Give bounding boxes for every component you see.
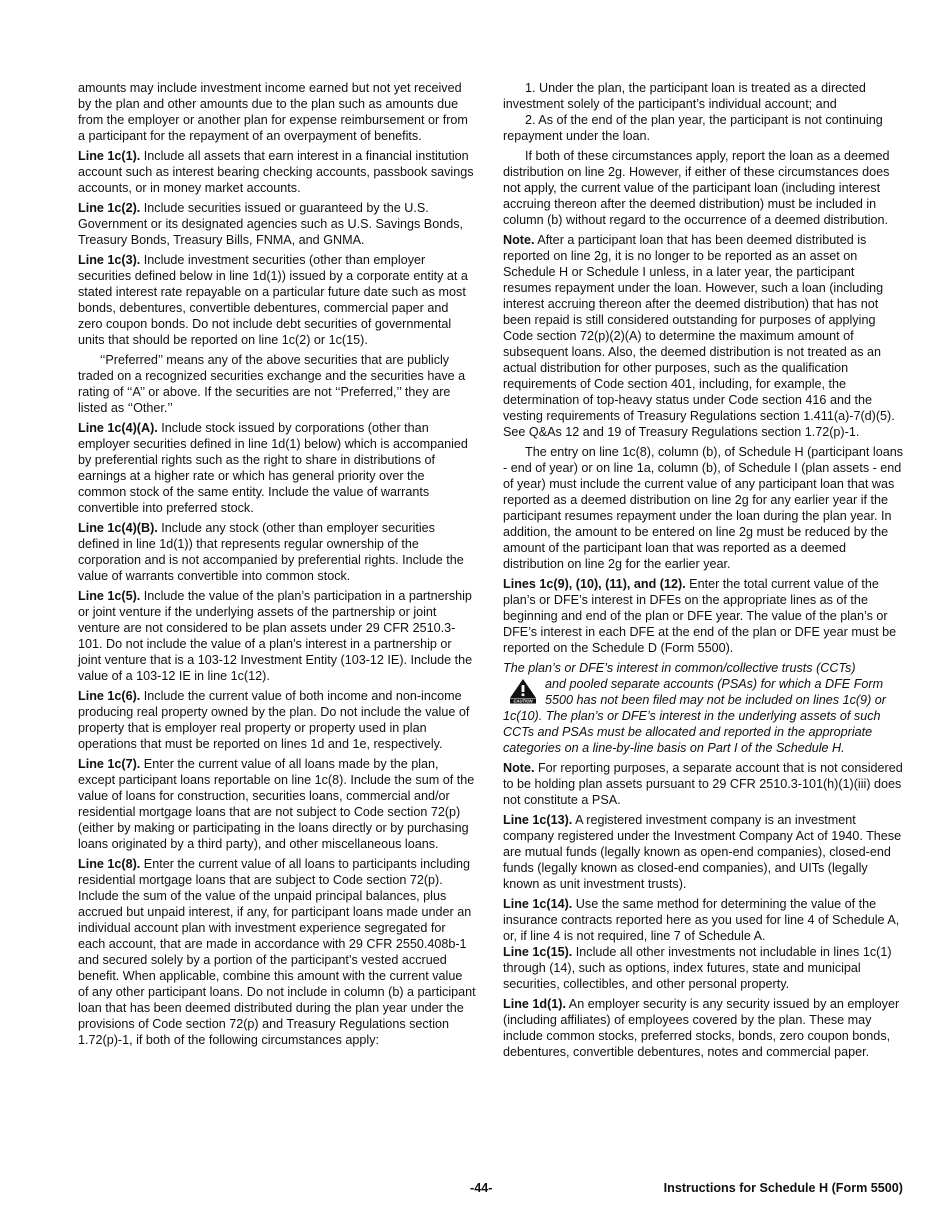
paragraph-line-1c2 — [78, 200, 476, 248]
caution-icon-label: CAUTION — [513, 698, 533, 704]
line-1c15-heading: Line 1c(15). — [503, 945, 573, 959]
lines-1c9-12-text: Enter the total current value of the plan’s or DFE’s interest in DFEs on the appropriate lines as of the beginning and end of the plan or DFE year. The value of the plan’s or DFE’s interest in each DFE at the end of the plan or DFE year must be reported on the Schedule D (Form 5500). — [503, 577, 897, 655]
line-1c4a-text: Include stock issued by corporations (other than employer securities defined in line 1d(1) below) which is accompanied by preferential rights such as the right to share in distributions of earnings at a higher rate or which has general priority over the common stock of the same entity. Include the value of warrants convertible into preferred stock. — [78, 421, 468, 515]
caution-block — [503, 660, 903, 756]
lines-1c9-12-heading: Lines 1c(9), (10), (11), and (12). — [503, 577, 686, 591]
paragraph-assets-continued: amounts may include investment income earned but not yet received by the plan and other amounts due to the plan such as amounts due from the employer or another plan for expense reimbursement or from a participant for the repayment of an overpayment of benefits. — [78, 81, 468, 143]
caution-warning-icon — [509, 678, 537, 704]
line-1c13-text: A registered investment company is an investment company registered under the Investment Company Act of 1940. These are mutual funds (legally known as open-end companies), closed-end funds (legally known as closed-end companies), and UITs (legally known as unit investment trusts). — [503, 813, 902, 891]
paragraph-condition-2: 2. As of the end of the plan year, the participant is not continuing repayment under the loan. — [503, 113, 883, 143]
line-1d1-heading: Line 1d(1). — [503, 997, 566, 1011]
paragraph-line-1c5 — [78, 588, 476, 684]
paragraph-lines-1c9-12 — [503, 576, 903, 656]
caution-first-line: The plan’s or DFE’s interest in common/collective trusts (CCTs) — [503, 661, 856, 675]
line-1c4b-heading: Line 1c(4)(B). — [78, 521, 158, 535]
caution-text: and pooled separate accounts (PSAs) for which a DFE Form 5500 has not been filed may not be included on lines 1c(9) or 1c(10). The plan’s or DFE’s interest in the underlying assets of such CCTs and PSAs must be allocated and reported in the appropriate categories on a line-by-line basis on Part I of the Schedule H. — [503, 677, 886, 755]
paragraph-line-1d1 — [503, 996, 903, 1060]
line-1c2-heading: Line 1c(2). — [78, 201, 141, 215]
left-column — [78, 80, 476, 1052]
paragraph-line-1c15 — [503, 944, 903, 992]
note-psa-text: For reporting purposes, a separate account that is not considered to be holding plan assets pursuant to 29 CFR 2510.3-101(h)(1)(iii) does not constitute a PSA. — [503, 761, 903, 807]
paragraph-line-1c6 — [78, 688, 476, 752]
line-1c6-text: Include the current value of both income and non-income producing real property owned by the plan. Do not include the value of property that is employer real property or property used in plan operations that must be reported on lines 1d and 1e, respectively. — [78, 689, 470, 751]
line-1c14-heading: Line 1c(14). — [503, 897, 573, 911]
line-1c7-heading: Line 1c(7). — [78, 757, 141, 771]
paragraph-line-1c7 — [78, 756, 476, 852]
line-1d1-text: An employer security is any security issued by an employer (including affiliates) of employees covered by the plan. These may include common stocks, preferred stocks, bonds, zero coupon bonds, debentures, convertible debentures, notes and commercial paper. — [503, 997, 900, 1059]
line-1c7-text: Enter the current value of all loans made by the plan, except participant loans reportable on line 1c(8). Include the sum of the value of loans for construction, securities loans, commercial and/or residential mortgage loans that are not subject to Code section 72(p) (either by making or participating in the loans directly or by purchasing loans originated by a third party), and other miscellaneous loans. — [78, 757, 475, 851]
line-1c6-heading: Line 1c(6). — [78, 689, 141, 703]
paragraph-both-circumstances: If both of these circumstances apply, report the loan as a deemed distribution on line 2g. However, if either of these circumstances does not apply, the current value of the participant loan (including interest accruing thereon after the deemed distribution) must be included in column (b) without regard to the occurrence of a deemed distribution. — [503, 149, 890, 227]
line-1c1-text: Include all assets that earn interest in a financial institution account such as interest bearing checking accounts, passbook savings accounts, or in money market accounts. — [78, 149, 474, 195]
right-column — [503, 80, 903, 1064]
paragraph-condition-1: 1. Under the plan, the participant loan is treated as a directed investment solely of the participant’s individual account; and — [503, 81, 866, 111]
paragraph-entry-line-1c8: The entry on line 1c(8), column (b), of Schedule H (participant loans - end of year) or on line 1a, column (b), of Schedule I (plan assets - end of year) must include the current value of any participant loan that was reported as a deemed distribution on line 2g for any earlier year if the participant resumes repayment under the loan during the plan year. In addition, the amount to be entered on line 2g must be reduced by the amount of the participant loan that was reported as a deemed distribution on line 2g for the earlier year. — [503, 445, 903, 571]
line-1c3-text: Include investment securities (other than employer securities defined below in line 1d(1)) issued by a corporate entity at a stated interest rate repayable on a particular future date such as most bonds, debentures, convertible debentures, commercial paper and zero coupon bonds. Do not include debt securities of governmental units that should be reported on line 1c(2) or 1c(15). — [78, 253, 468, 347]
paragraph-line-1c8 — [78, 856, 476, 1048]
line-1c8-text: Enter the current value of all loans to participants including residential mortgage loans that are subject to Code section 72(p). Include the sum of the value of the unpaid principal balances, plus accrued but unpaid interest, if any, for participant loans made under an individual account plan with investment experience segregated for each account, that are made in accordance with 29 CFR 2550.408b-1 and secured solely by a portion of the participant’s vested accrued benefit. When applicable, combine this amount with the current value of any other participant loans. Do not include in column (b) a participant loan that has been deemed distributed during the plan year under the provisions of Code section 72(p) and Treasury Regulations section 1.72(p)-1, if both of the following circumstances apply: — [78, 857, 476, 1047]
line-1c14-text: Use the same method for determining the value of the insurance contracts reported here as you used for line 4 of Schedule A, or, if line 4 is not required, line 7 of Schedule A. — [503, 897, 900, 943]
note-heading: Note. — [503, 233, 535, 247]
line-1c15-text: Include all other investments not includable in lines 1c(1) through (14), such as options, index futures, state and municipal securities, collectibles, and other personal property. — [503, 945, 892, 991]
line-1c13-heading: Line 1c(13). — [503, 813, 573, 827]
line-1c8-heading: Line 1c(8). — [78, 857, 141, 871]
paragraph-line-1c3 — [78, 252, 476, 348]
line-1c5-heading: Line 1c(5). — [78, 589, 141, 603]
line-1c4a-heading: Line 1c(4)(A). — [78, 421, 158, 435]
paragraph-line-1c13 — [503, 812, 903, 892]
page-number: -44- — [470, 1181, 493, 1195]
paragraph-line-1c4b — [78, 520, 476, 584]
line-1c4b-text: Include any stock (other than employer securities defined in line 1d(1)) that represents regular ownership of the corporation and is not accompanied by preferential rights. Include the value of warrants convertible into common stock. — [78, 521, 464, 583]
line-1c3-heading: Line 1c(3). — [78, 253, 141, 267]
paragraph-line-1c4a — [78, 420, 476, 516]
document-title: Instructions for Schedule H (Form 5500) — [663, 1181, 903, 1195]
paragraph-line-1c1 — [78, 148, 476, 196]
paragraph-note-deemed — [503, 232, 903, 440]
paragraph-preferred: ‘‘Preferred’’ means any of the above securities that are publicly traded on a recognized securities exchange and the securities have a rating of ‘‘A’’ or above. If the securities are not ‘‘Preferred,’’ they are listed as ‘‘Other.’’ — [78, 353, 466, 415]
line-1c5-text: Include the value of the plan’s participation in a partnership or joint venture if the underlying assets of the partnership or joint venture are not considered to be plan assets under 29 CFR 2510.3-101. Do not include the value of a plan’s interest in a partnership or joint venture that is a 103-12 Investment Entity (103-12 IE). Include the value of a 103-12 IE in line 1c(12). — [78, 589, 473, 683]
note-psa-heading: Note. — [503, 761, 535, 775]
line-1c2-text: Include securities issued or guaranteed by the U.S. Government or its designated agencies such as U.S. Savings Bonds, Treasury Bonds, Treasury Bills, FNMA, and GNMA. — [78, 201, 464, 247]
note-deemed-text: After a participant loan that has been deemed distributed is reported on line 2g, it is no longer to be reported as an asset on Schedule H or Schedule I unless, in a later year, the participant resumes repayment under the loan. However, such a loan (including interest accruing thereon after the deemed distribution) that has not been repaid is still considered outstanding for purposes of applying Code section 72(p)(2)(A) to determine the maximum amount of subsequent loans. Also, the deemed distribution is not treated as an actual distribution for other purposes, such as the qualification requirements of Code section 401, including, for example, the determination of top-heavy status under Code section 416 and the vesting requirements of Treasury Regulations section 1.411(a)-7(d)(5). See Q&As 12 and 19 of Treasury Regulations section 1.72(p)-1. — [503, 233, 895, 439]
line-1c1-heading: Line 1c(1). — [78, 149, 141, 163]
paragraph-line-1c14 — [503, 896, 903, 944]
paragraph-note-psa — [503, 760, 903, 808]
